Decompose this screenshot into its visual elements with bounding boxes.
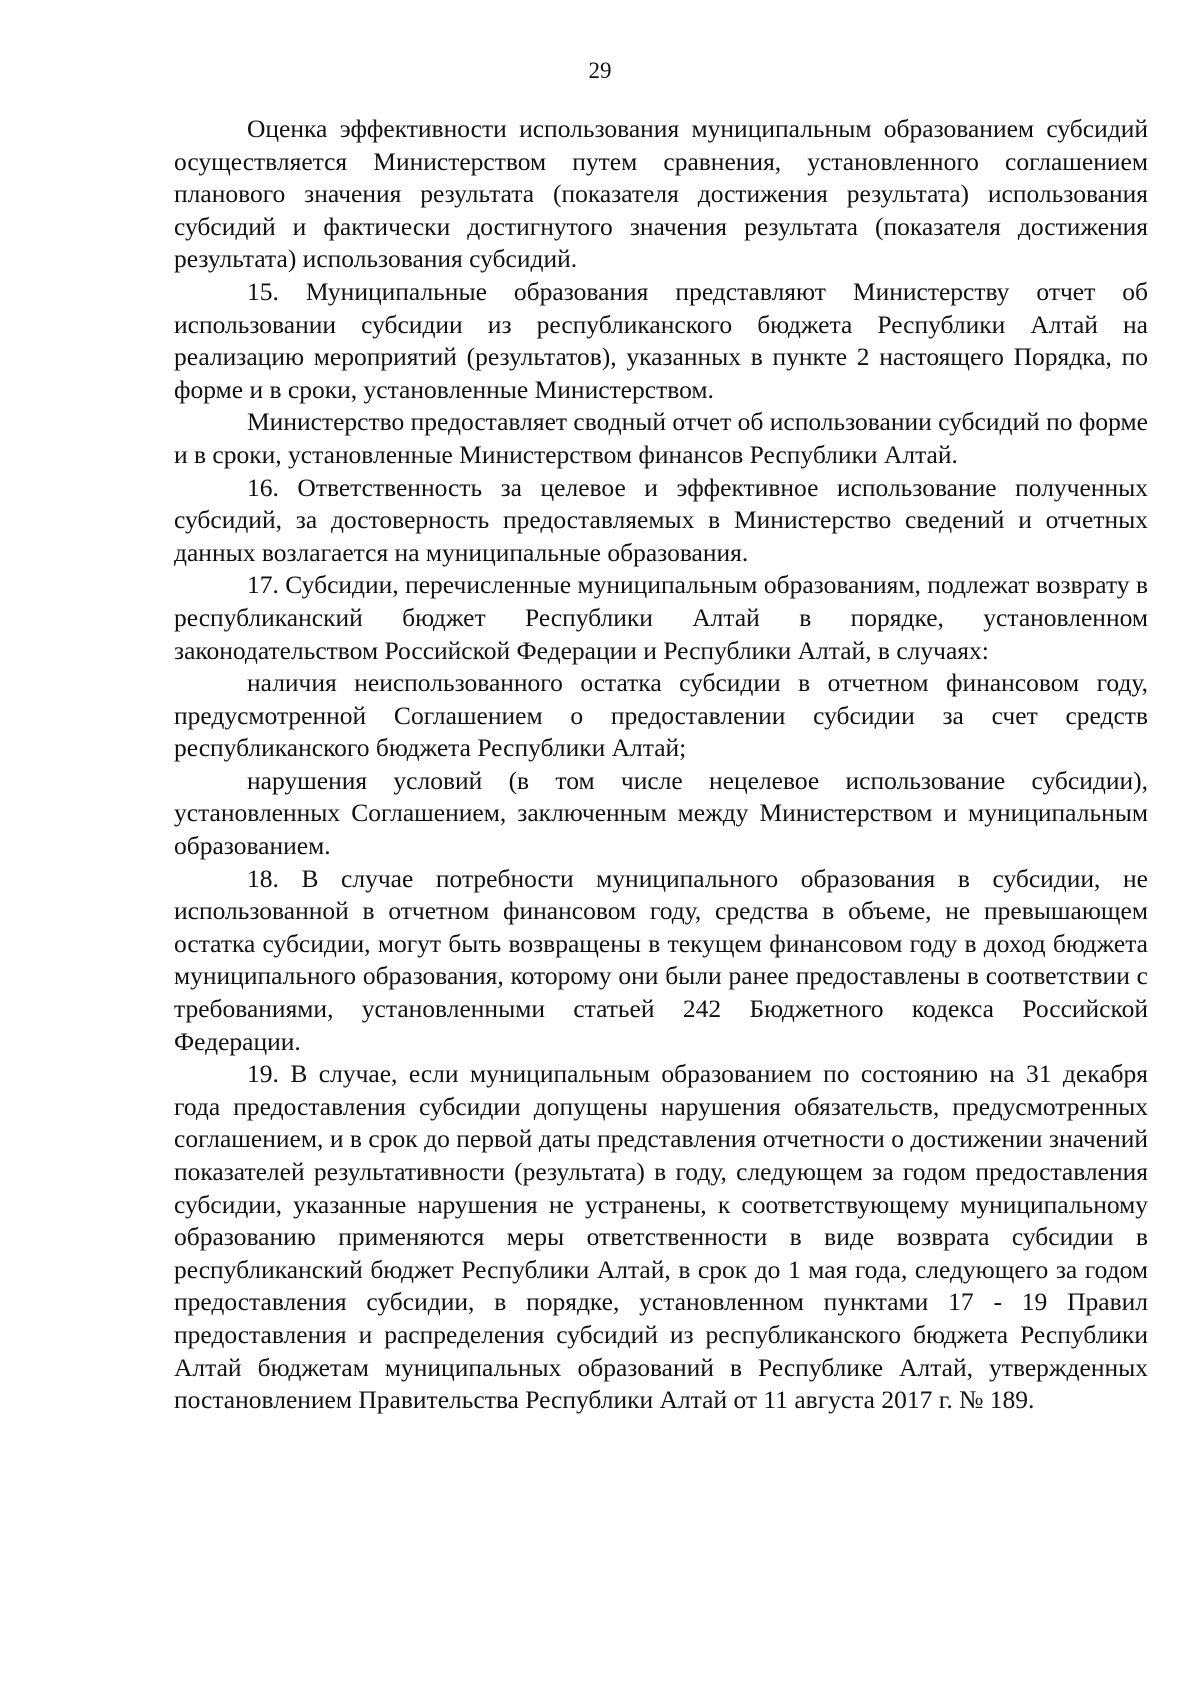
paragraph-efficiency-evaluation: Оценка эффективности использования муниципальным образованием субсидий осуществляется Министерством путем сравнения, установленного соглашением планового значения результата (показателя достижения результата) использования субсидий и фактически достигнутого значения результата (показателя достижения результата) использования субсидий. xyxy=(174,114,1148,274)
paragraph-item-15: 15. Муниципальные образования представляют Министерству отчет об использовании субсидии из республиканского бюджета Республики Алтай на реализацию мероприятий (результатов), указанных в пункте 2 настоящего Порядка, по форме и в сроки, установленные Министерством. xyxy=(174,276,1148,404)
paragraph-item-16: 16. Ответственность за целевое и эффективное использование полученных субсидий, за достоверность предоставляемых в Министерство сведений и отчетных данных возлагается на муниципальные образования. xyxy=(174,472,1148,567)
paragraph-item-18: 18. В случае потребности муниципального образования в субсидии, не использованной в отчетном финансовом году, средства в объеме, не превышающем остатка субсидии, могут быть возвращены в текущем финансовом году в доход бюджета муниципального образования, которому они были ранее предоставлены в соответствии с требованиями, установленными статьей 242 Бюджетного кодекса Российской Федерации. xyxy=(174,863,1148,1056)
page-number: 29 xyxy=(588,58,612,83)
paragraph-item-19: 19. В случае, если муниципальным образованием по состоянию на 31 декабря года предоставления субсидии допущены нарушения обязательств, предусмотренных соглашением, и в срок до первой даты представления отчетности о достижении значений показателей результативности (результата) в году, следующем за годом предоставления субсидии, указанные нарушения не устранены, к соответствующему муниципальному образованию применяются меры ответственности в виде возврата субсидии в республиканский бюджет Республики Алтай, в срок до 1 мая года, следующего за годом предоставления субсидии, в порядке, установленном пунктами 17 - 19 Правил предоставления и распределения субсидий из республиканского бюджета Республики Алтай бюджетам муниципальных образований в Республике Алтай, утвержденных постановлением Правительства Республики Алтай от 11 августа 2017 г. № 189. xyxy=(174,1059,1148,1415)
document-body xyxy=(174,113,1148,1417)
paragraph-case-violation: нарушения условий (в том числе нецелевое использование субсидии), установленных Соглашением, заключенным между Министерством и муниципальным образованием. xyxy=(174,765,1148,861)
paragraph-item-17: 17. Субсидии, перечисленные муниципальным образованиям, подлежат возврату в республиканский бюджет Республики Алтай в порядке, установленном законодательством Российской Федерации и Республики Алтай, в случаях: xyxy=(174,570,1148,665)
paragraph-case-unused-balance: наличия неиспользованного остатка субсидии в отчетном финансовом году, предусмотренной Соглашением о предоставлении субсидии за счет средств республиканского бюджета Республики Алтай; xyxy=(174,668,1148,763)
paragraph-summary-report: Министерство предоставляет сводный отчет об использовании субсидий по форме и в сроки, установленные Министерством финансов Республики Алтай. xyxy=(174,407,1148,469)
